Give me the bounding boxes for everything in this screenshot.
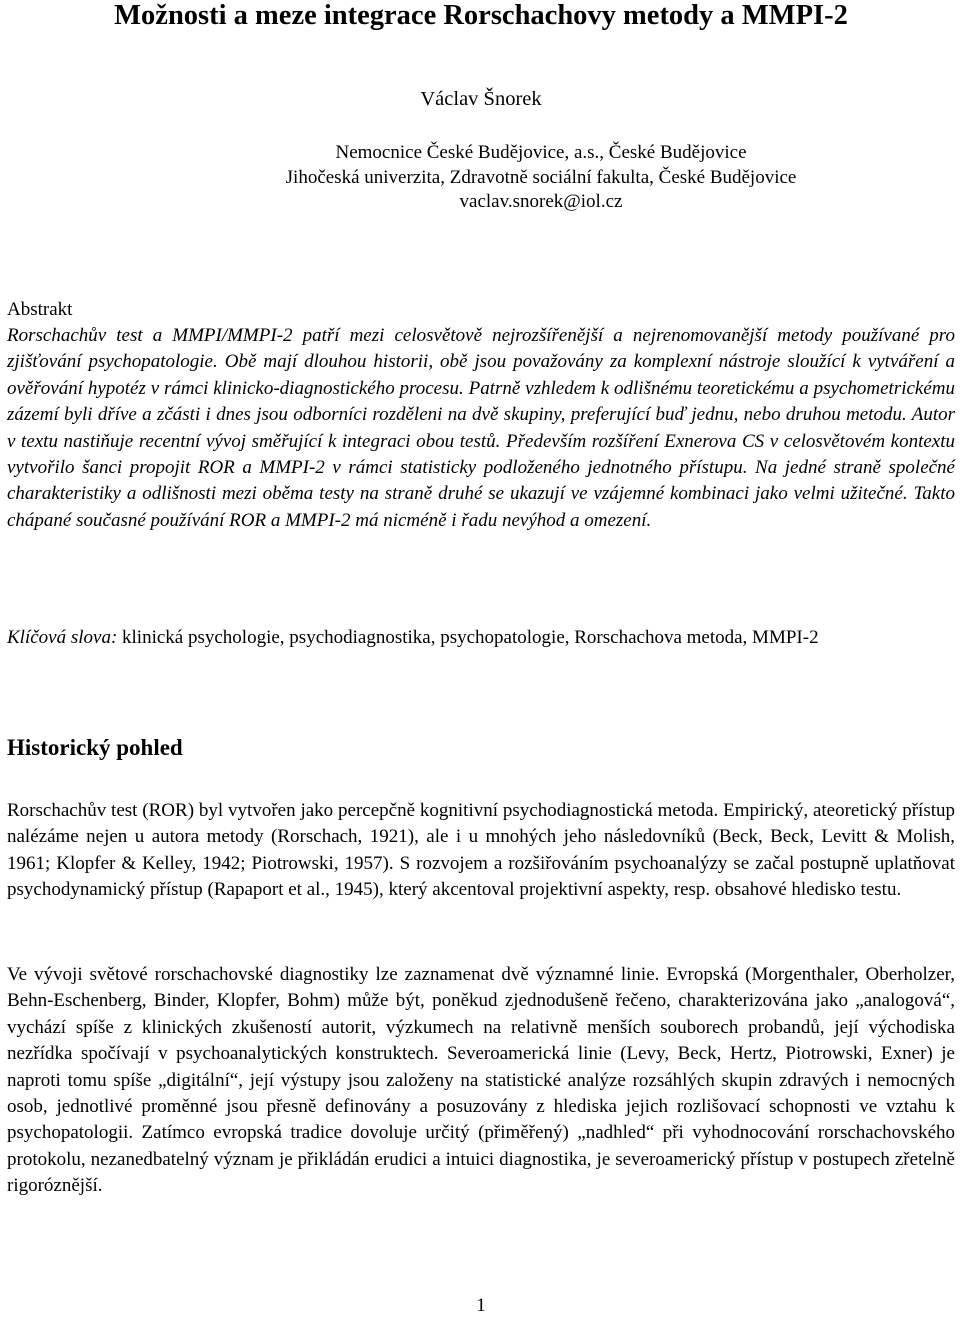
affiliation-university: Jihočeská univerzita, Zdravotně sociální fakulta, České Budějovice xyxy=(285,166,797,188)
affiliation-hospital: Nemocnice České Budějovice, a.s., České Budějovice xyxy=(335,142,747,163)
section-heading: Historický pohled xyxy=(7,735,183,760)
keywords xyxy=(7,625,955,651)
keywords-text: klinická psychologie, psychodiagnostika, psychopatologie, Rorschachova metoda, MMPI-2 xyxy=(122,627,819,648)
affiliation-block xyxy=(67,141,960,215)
abstract-label: Abstrakt xyxy=(7,299,73,320)
author-name: Václav Šnorek xyxy=(420,88,542,110)
abstract-text: Rorschachův test a MMPI/MMPI-2 patří mezi celosvětově nejrozšířenější a nejrenomovanější metody používané pro zjišťování psychopatologie. Obě mají dlouhou historii, obě jsou považovány za komplexní nástroje sloužící k vytváření a ověřování hypotéz v rámci klinicko-diagnostického procesu. Patrně vzhledem k odlišnému teoretickému a psychometrickému zázemí byli dříve a zčásti i dnes jsou odborníci rozděleni na dvě skupiny, preferující buď jednu, nebo druhou metodu. Autor v textu nastiňuje recentní vývoj směřující k integraci obou testů. Především rozšíření Exnerova CS v celosvětovém kontextu vytvořilo šanci propojit ROR a MMPI-2 v rámci statisticky podloženého jednotného přístupu. Na jedné straně společné charakteristiky a odlišnosti mezi oběma testy na straně druhé se ukazují ve vzájemné kombinaci jako velmi užitečné. Takto chápané současné používání ROR a MMPI-2 má nicméně i řadu nevýhod a omezení. xyxy=(7,325,955,531)
body-paragraph: Ve vývoji světové rorschachovské diagnostiky lze zaznamenat dvě významné linie. Evropská (Morgenthaler, Oberholzer, Behn-Eschenberg, Binder, Klopfer, Bohm) může být, poněkud zjednodušeně řečeno, charakterizována jako „analogová“, vychází spíše z klinických zkušeností autorit, výzkumech na relativně menších souborech probandů, její východiska nezřídka spočívají v psychoanalytických konstruktech. Severoamerická linie (Levy, Beck, Hertz, Piotrowski, Exner) je naproti tomu spíše „digitální“, její výstupy jsou založeny na statistické analýze rozsáhlých skupin zdravých i nemocných osob, jednotlivé proměnné jsou přesně definovány a posuzovány z hlediska jejich rozlišovací schopnosti ve vztahu k psychopatologii. Zatímco evropská tradice dovoluje určitý (přiměřený) „nadhled“ při vyhodnocování rorschachovského protokolu, nezanedbatelný význam je přikládán erudici a intuici diagnostika, je severoamerický přístup v postupech zřetelně rigoróznější. xyxy=(7,964,955,1197)
keywords-label: Klíčová slova: xyxy=(7,627,118,648)
body-paragraph: Rorschachův test (ROR) byl vytvořen jako percepčně kognitivní psychodiagnostická metoda. Empirický, ateoretický přístup nalézáme nejen u autora metody (Rorschach, 1921), ale i u mnohých jeho následovníků (Beck, Beck, Levitt & Molish, 1961; Klopfer & Kelley, 1942; Piotrowski, 1957). S rozvojem a rozšiřováním psychoanalýzy se začal postupně uplatňovat psychodynamický přístup (Rapaport et al., 1945), který akcentoval projektivní aspekty, resp. obsahové hledisko testu. xyxy=(7,800,955,901)
page-number: 1 xyxy=(476,1295,486,1316)
paper-title: Možnosti a meze integrace Rorschachovy metody a MMPI-2 xyxy=(114,0,848,31)
author-email: vaclav.snorek@iol.cz xyxy=(459,191,623,212)
